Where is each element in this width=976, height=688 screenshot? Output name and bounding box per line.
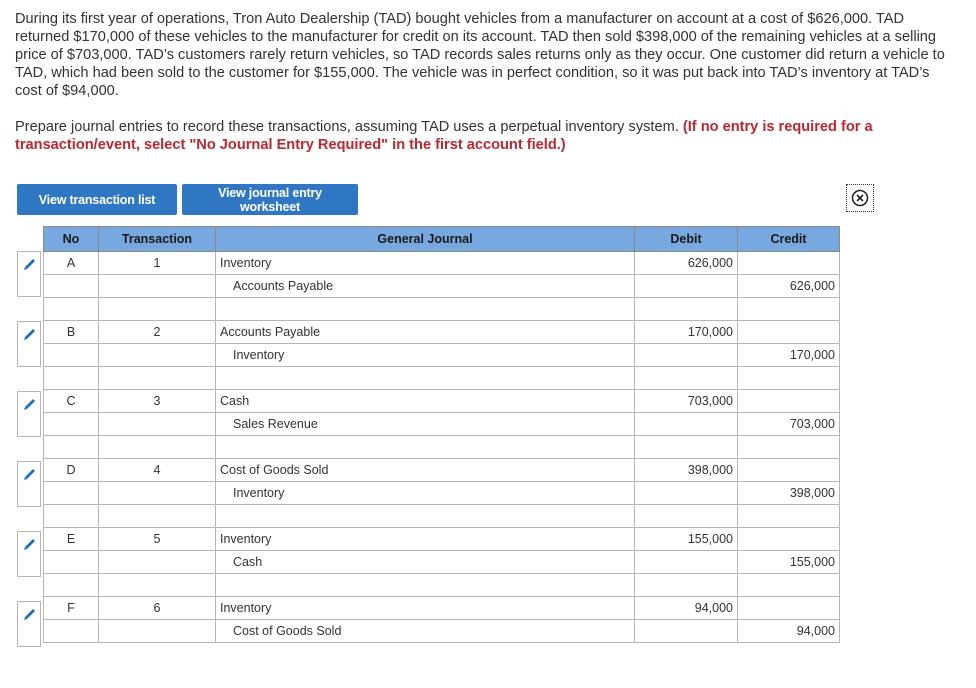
entry-no: D bbox=[44, 459, 99, 482]
pencil-icon bbox=[23, 327, 37, 341]
table-row bbox=[44, 275, 840, 298]
table-row-spacer bbox=[44, 574, 840, 597]
debit-amount: 170,000 bbox=[635, 321, 738, 344]
credit-amount: 626,000 bbox=[738, 275, 840, 298]
table-row bbox=[44, 390, 840, 413]
debit-amount: 626,000 bbox=[635, 252, 738, 275]
table-row bbox=[44, 321, 840, 344]
credit-amount: 94,000 bbox=[738, 620, 840, 643]
close-button[interactable] bbox=[846, 184, 874, 212]
pencil-icon bbox=[23, 257, 37, 271]
header-general-journal: General Journal bbox=[216, 227, 635, 252]
credit-amount: 155,000 bbox=[738, 551, 840, 574]
credit-amount-empty bbox=[738, 252, 840, 275]
close-icon bbox=[851, 189, 869, 207]
header-debit: Debit bbox=[635, 227, 738, 252]
entry-transaction: 5 bbox=[99, 528, 216, 551]
problem-text: During its first year of operations, Tron Auto Dealership (TAD) bought vehicles from a manufacturer on account at a cost of $626,000. TAD returned $170,000 of these vehicles to the manufacturer for credit on its account. TAD then sold $398,000 of the remaining vehicles at a selling price of $703,000. TAD’s customers rarely return vehicles, so TAD records sales returns only as they occur. One customer did return a vehicle to TAD, which had been sold to the customer for $155,000. The vehicle was in perfect condition, so it was put back into TAD’s inventory at TAD’s cost of $94,000. bbox=[15, 11, 945, 99]
table-row-spacer bbox=[44, 436, 840, 459]
credit-account: Cash bbox=[216, 551, 635, 574]
edit-entry-e-button[interactable] bbox=[17, 531, 41, 577]
entry-transaction: 1 bbox=[99, 252, 216, 275]
edit-entry-f-button[interactable] bbox=[17, 601, 41, 647]
entry-transaction: 6 bbox=[99, 597, 216, 620]
edit-entry-c-button[interactable] bbox=[17, 391, 41, 437]
table-row bbox=[44, 620, 840, 643]
debit-account: Cost of Goods Sold bbox=[216, 459, 635, 482]
table-row-spacer bbox=[44, 505, 840, 528]
header-credit: Credit bbox=[738, 227, 840, 252]
journal-table bbox=[43, 226, 840, 643]
debit-account: Inventory bbox=[216, 252, 635, 275]
credit-amount: 170,000 bbox=[738, 344, 840, 367]
debit-amount: 703,000 bbox=[635, 390, 738, 413]
table-row bbox=[44, 413, 840, 436]
credit-account: Accounts Payable bbox=[216, 275, 635, 298]
debit-account: Accounts Payable bbox=[216, 321, 635, 344]
debit-account: Cash bbox=[216, 390, 635, 413]
table-row bbox=[44, 482, 840, 505]
pencil-icon bbox=[23, 467, 37, 481]
pencil-icon bbox=[23, 397, 37, 411]
table-row bbox=[44, 459, 840, 482]
credit-amount: 398,000 bbox=[738, 482, 840, 505]
table-row bbox=[44, 528, 840, 551]
debit-account: Inventory bbox=[216, 528, 635, 551]
debit-amount: 398,000 bbox=[635, 459, 738, 482]
entry-no: F bbox=[44, 597, 99, 620]
table-row bbox=[44, 344, 840, 367]
credit-account: Cost of Goods Sold bbox=[216, 620, 635, 643]
view-journal-entry-worksheet-button[interactable]: View journal entry worksheet bbox=[182, 184, 358, 215]
instructions-text: Prepare journal entries to record these transactions, assuming TAD uses a perpetual inventory system. bbox=[15, 119, 679, 135]
table-row bbox=[44, 551, 840, 574]
debit-account: Inventory bbox=[216, 597, 635, 620]
table-row-spacer bbox=[44, 367, 840, 390]
edit-entry-b-button[interactable] bbox=[17, 321, 41, 367]
pencil-icon bbox=[23, 607, 37, 621]
entry-no: E bbox=[44, 528, 99, 551]
instructions-warning: (If no entry is required for a transaction/event, select "No Journal Entry Required" in the first account field.) bbox=[15, 119, 873, 153]
entry-transaction: 2 bbox=[99, 321, 216, 344]
debit-amount: 155,000 bbox=[635, 528, 738, 551]
entry-transaction: 3 bbox=[99, 390, 216, 413]
debit-amount: 94,000 bbox=[635, 597, 738, 620]
table-row bbox=[44, 252, 840, 275]
credit-account: Inventory bbox=[216, 482, 635, 505]
table-row-spacer bbox=[44, 298, 840, 321]
view-transaction-list-button[interactable]: View transaction list bbox=[17, 184, 177, 215]
credit-amount: 703,000 bbox=[738, 413, 840, 436]
header-no: No bbox=[44, 227, 99, 252]
edit-entry-d-button[interactable] bbox=[17, 461, 41, 507]
credit-account: Sales Revenue bbox=[216, 413, 635, 436]
table-header-row bbox=[44, 227, 840, 252]
instructions bbox=[15, 118, 955, 154]
table-row bbox=[44, 597, 840, 620]
pencil-icon bbox=[23, 537, 37, 551]
entry-transaction: 4 bbox=[99, 459, 216, 482]
edit-entry-a-button[interactable] bbox=[17, 251, 41, 297]
entry-no: C bbox=[44, 390, 99, 413]
credit-account: Inventory bbox=[216, 344, 635, 367]
entry-no: A bbox=[44, 252, 99, 275]
entry-no: B bbox=[44, 321, 99, 344]
header-transaction: Transaction bbox=[99, 227, 216, 252]
